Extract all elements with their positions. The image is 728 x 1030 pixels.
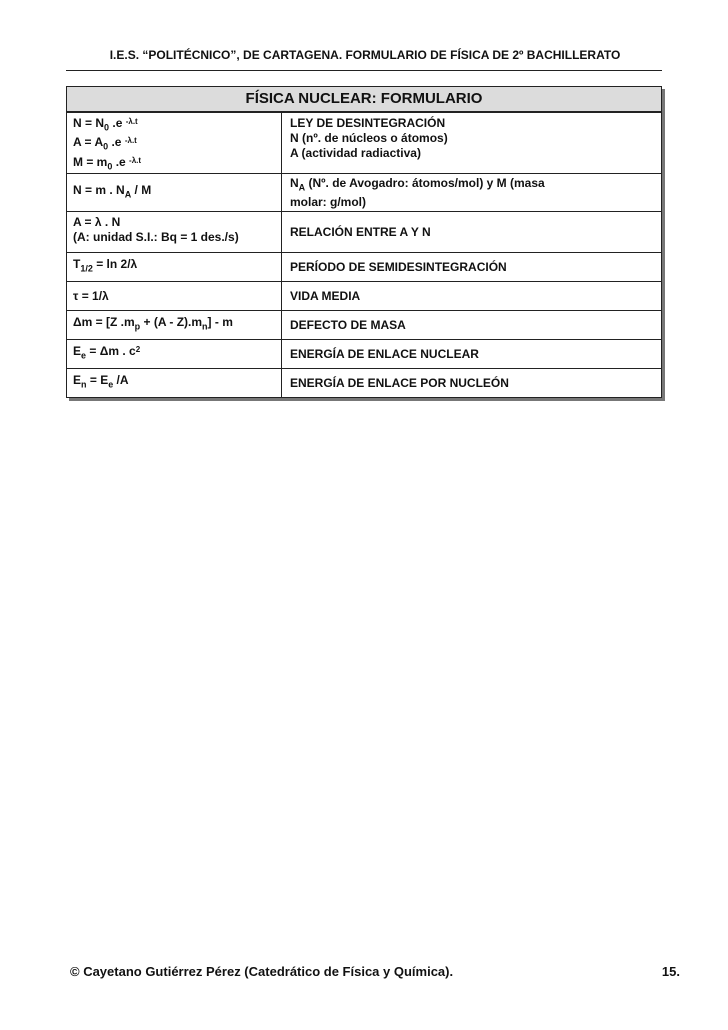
formula-line (73, 315, 233, 334)
description-cell (282, 311, 661, 339)
formula-text: = E (86, 373, 109, 388)
description-line: A (actividad radiactiva) (290, 146, 421, 160)
formula-text: .e (109, 116, 126, 130)
formula-cell (67, 212, 282, 252)
formula-cell (67, 253, 282, 281)
formula-line (73, 155, 275, 174)
formula-line (73, 135, 275, 154)
description-line: RELACIÓN ENTRE A Y N (290, 224, 431, 239)
description-line (290, 176, 653, 195)
description-line: ENERGÍA DE ENLACE POR NUCLEÓN (290, 375, 509, 390)
superscript: -λ.t (129, 155, 142, 165)
formula-text: ] - m (207, 315, 233, 330)
formula-cell (67, 311, 282, 339)
subscript: A (298, 182, 306, 193)
table-row (67, 310, 661, 339)
formula-text: E (73, 344, 82, 359)
description-line: molar: g/mol) (290, 195, 367, 210)
description-line: N (nº. de núcleos o átomos) (290, 131, 448, 145)
subscript: 1/2 (80, 263, 93, 274)
description-line: VIDA MEDIA (290, 288, 361, 303)
subscript: n (202, 321, 208, 332)
table-title: FÍSICA NUCLEAR: FORMULARIO (67, 87, 661, 112)
formula-text: N = N (73, 116, 105, 130)
subscript: n (81, 379, 87, 390)
formula-line: τ = 1/λ (73, 288, 109, 303)
subscript: e (81, 350, 87, 361)
formula-line: (A: unidad S.I.: Bq = 1 des./s) (73, 230, 239, 244)
description-cell (282, 113, 661, 173)
formula-text: .e (112, 154, 130, 169)
table-row (67, 281, 661, 310)
formula-line (73, 344, 140, 363)
formula-table (66, 86, 662, 398)
superscript: -λ.t (125, 117, 138, 126)
description-cell (282, 212, 661, 252)
formula-text: Δm = [Z .m (73, 315, 135, 330)
description-cell (282, 340, 661, 368)
table-row (67, 252, 661, 281)
formula-cell (67, 369, 282, 397)
footer-author: © Cayetano Gutiérrez Pérez (Catedrático de Física y Química). (70, 964, 454, 979)
formula-text: / M (131, 182, 152, 197)
description-line: ENERGÍA DE ENLACE NUCLEAR (290, 346, 479, 361)
formula-text: .e (108, 135, 125, 150)
formula-text: = ln 2/λ (92, 257, 138, 272)
formula-text: T (73, 257, 81, 272)
formula-cell (67, 174, 282, 211)
formula-line (73, 183, 151, 202)
superscript: -λ.t (124, 136, 137, 146)
description-cell (282, 174, 661, 211)
formula-line (73, 116, 275, 135)
table-row (67, 112, 661, 173)
formula-text: + (A - Z).m (140, 315, 203, 330)
page-number: 15. (661, 964, 680, 979)
description-cell (282, 369, 661, 397)
description-line: PERÍODO DE SEMIDESINTEGRACIÓN (290, 259, 507, 274)
superscript: 2 (135, 345, 141, 355)
description-text: N (290, 176, 299, 190)
table-row (67, 173, 661, 211)
formula-text: = Δm . c (86, 344, 136, 359)
subscript: 0 (103, 141, 109, 152)
formula-line: A = λ . N (73, 215, 121, 229)
subscript: e (108, 379, 114, 390)
formula-line (73, 257, 137, 276)
subscript: A (124, 189, 132, 200)
description-line: DEFECTO DE MASA (290, 317, 406, 332)
formula-text: A = A (73, 135, 104, 150)
subscript: p (134, 321, 141, 332)
formula-text: M = m (73, 154, 108, 169)
formula-text: N = m . N (73, 182, 125, 197)
page-header: I.E.S. “POLITÉCNICO”, DE CARTAGENA. FORMULARIO DE FÍSICA DE 2º BACHILLERATO (109, 48, 621, 62)
description-cell (282, 282, 661, 310)
table-row (67, 368, 661, 397)
formula-text: /A (113, 373, 129, 388)
formula-cell (67, 113, 282, 173)
subscript: 0 (107, 161, 113, 172)
table-row (67, 211, 661, 252)
table-row (67, 339, 661, 368)
formula-cell (67, 282, 282, 310)
formula-text: E (73, 373, 82, 388)
description-text: (Nº. de Avogadro: átomos/mol) y M (masa (305, 176, 545, 190)
description-cell (282, 253, 661, 281)
description-line: LEY DE DESINTEGRACIÓN (290, 116, 446, 130)
formula-cell (67, 340, 282, 368)
subscript: 0 (104, 122, 110, 133)
formula-line (73, 373, 129, 392)
header-divider (66, 70, 662, 71)
